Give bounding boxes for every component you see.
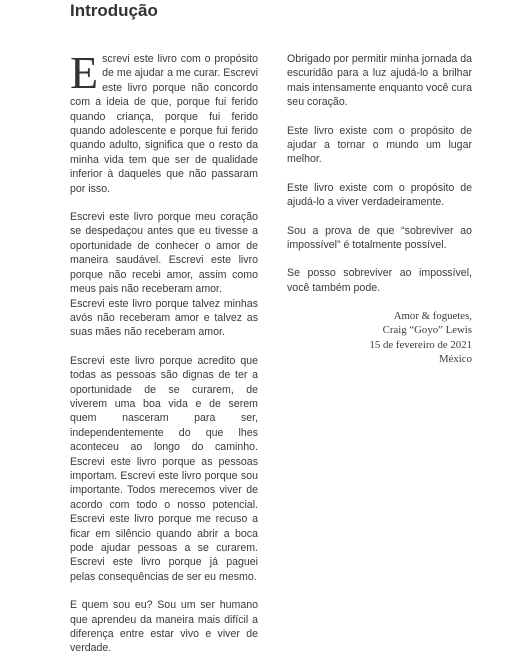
- paragraph-10: Se posso sobreviver ao impossível, você também pode.: [287, 267, 472, 294]
- left-column: [70, 47, 258, 670]
- paragraph-4: Escrevi este livro porque acredito que todas as pessoas são dignas de ter a oportunidade de se curarem, de viverem uma boa vida e de serem quem nasceram para ser, independentemente do que lhes aconteceu ao longo do caminho. Escrevi este livro porque as pessoas importam. Escrevi este livro porque sou importante. Todos merecemos viver de acordo com todo o nosso potencial. Escrevi este livro porque me recuso a ficar em silêncio quando abrir a boca pode ajudar pessoas a se curarem. Escrevi este livro porque já paguei pelas consequências de ser eu mesmo.: [70, 354, 258, 583]
- paragraph-9: Sou a prova de que “sobreviver ao impossível” é totalmente possível.: [287, 224, 472, 252]
- paragraph-2: Escrevi este livro porque meu coração se despedaçou antes que eu tivesse a oportunidade de conhecer o amor de maneira saudável. Escrevi este livro porque não recebi amor, assim como meus pais não receberam amor.: [70, 211, 258, 296]
- drop-cap: E: [70, 47, 99, 98]
- signature-line: México: [439, 352, 472, 365]
- paragraph-6: Obrigado por permitir minha jornada da escuridão para a luz ajudá-lo a brilhar mais intensamente enquanto você cura seu coração.: [287, 53, 472, 109]
- page-heading: Introdução: [70, 1, 158, 20]
- signature-line: Craig “Goyo” Lewis: [382, 324, 472, 337]
- paragraph-8: Este livro existe com o propósito de ajudá-lo a viver verdadeiramente.: [287, 181, 472, 209]
- signature-line: Amor & foguetes,: [393, 310, 472, 323]
- right-column: [287, 52, 472, 366]
- paragraph-3: Escrevi este livro porque talvez minhas avós não receberam amor e talvez as suas mães não receberam amor.: [70, 297, 258, 339]
- paragraph-7: Este livro existe com o propósito de ajudar a tornar o mundo um lugar melhor.: [287, 124, 472, 166]
- signature-line: 15 de fevereiro de 2021: [369, 338, 472, 351]
- signature-block: [287, 309, 472, 366]
- paragraph-5: E quem sou eu? Sou um ser humano que aprendeu da maneira mais difícil a diferença entre estar vivo e viver de verdade.: [70, 599, 258, 655]
- paragraph-1-text: screvi este livro com o propósito de me ajudar a me curar. Escrevi este livro porque não concordo com a ideia de que, porque fui ferido quando criança, porque fui ferido quando adolescente e porque fui ferido quando adulto, significa que o resto da minha vida tem que ser de qualidade inferior à daqueles que não passaram por isso.: [70, 53, 258, 195]
- paragraph-1: [70, 47, 258, 196]
